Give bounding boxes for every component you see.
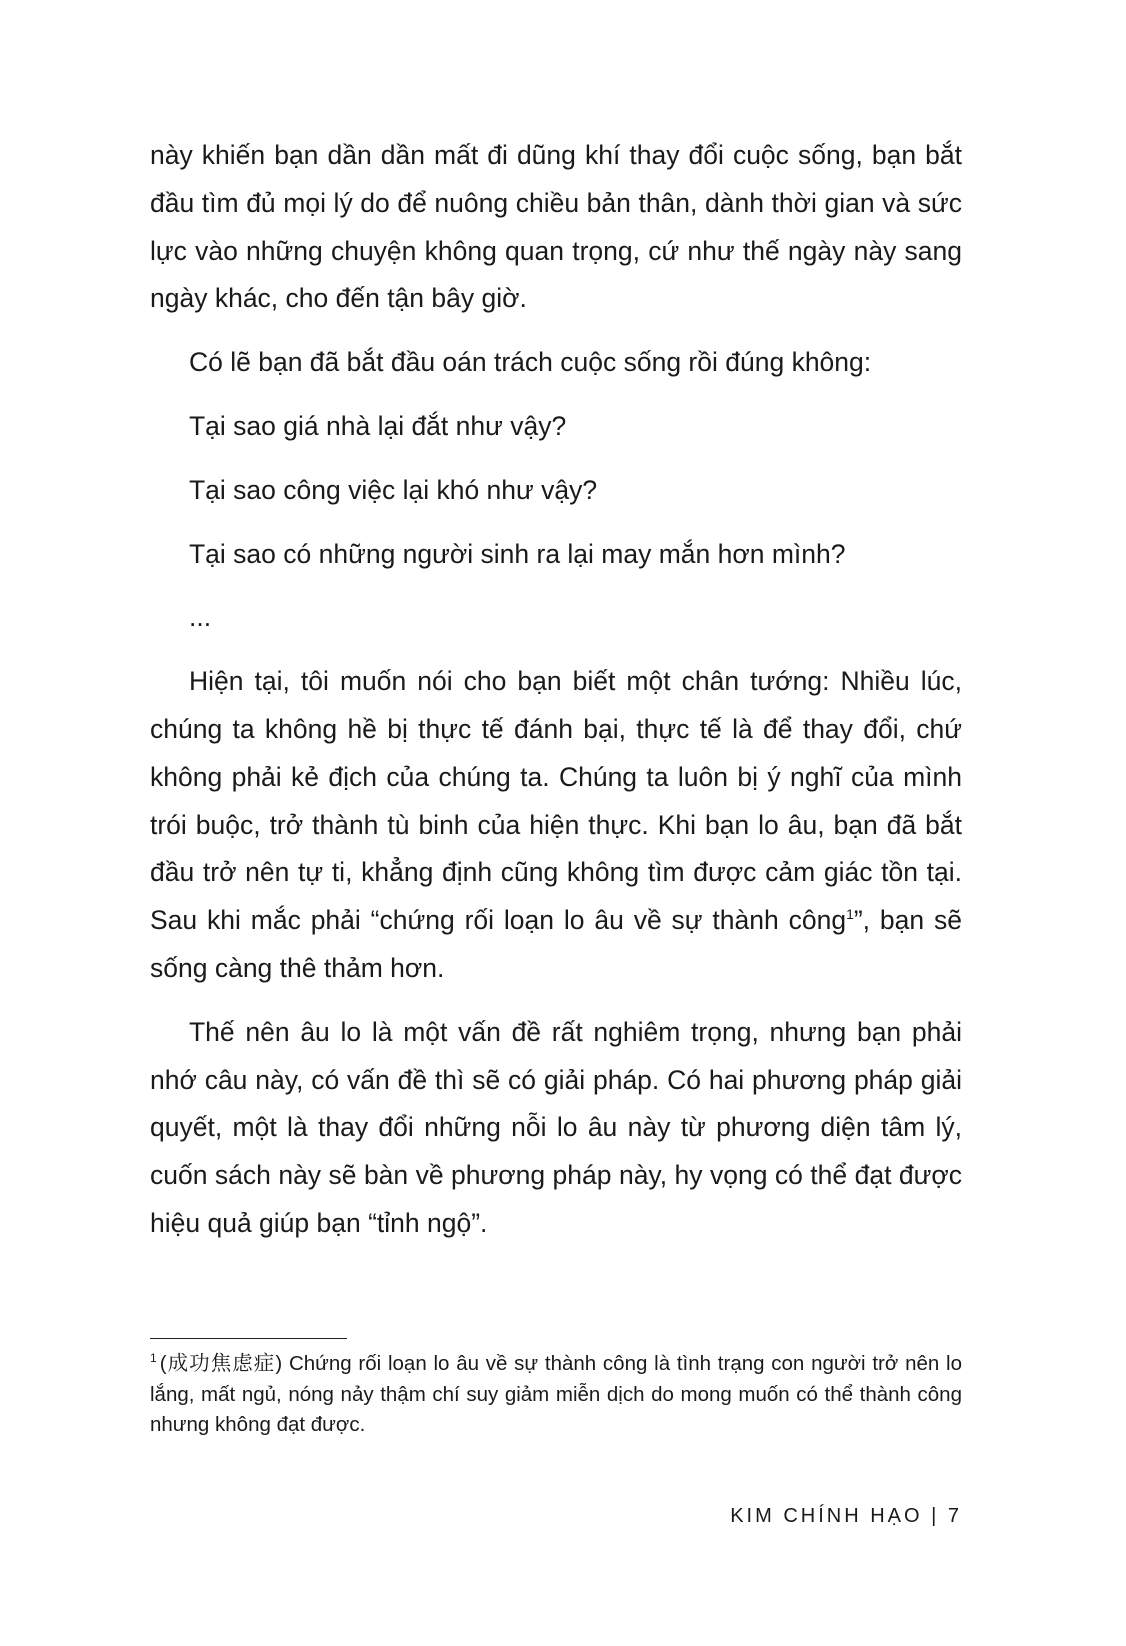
footnote-number: 1 bbox=[150, 1351, 157, 1365]
footer-separator: | bbox=[931, 1505, 940, 1527]
question-line-2: Tại sao công việc lại khó như vậy? bbox=[189, 474, 598, 505]
footnote-reference: 1 bbox=[846, 906, 854, 923]
paragraph-solution: Thế nên âu lo là một vấn đề rất nghiêm trọng, nhưng bạn phải nhớ câu này, có vấn đề thì sẽ có giải pháp. Có hai phương pháp giải quyết, một là thay đổi những nỗi lo âu này từ phương diện tâm lý, cuốn sách này sẽ bàn về phương pháp này, hy vọng có thể đạt được hiệu quả giúp bạn “tỉnh ngộ”. bbox=[150, 1016, 962, 1238]
paragraph-truth-tail: ”, bạn sẽ sống càng thê thảm hơn. bbox=[150, 905, 962, 983]
footnote-text bbox=[150, 1349, 962, 1441]
page-number: 7 bbox=[947, 1505, 962, 1527]
paragraph-truth bbox=[150, 658, 962, 993]
question-line-1: Tại sao giá nhà lại đắt như vậy? bbox=[189, 410, 567, 441]
paragraph-truth-text: Hiện tại, tôi muốn nói cho bạn biết một chân tướng: Nhiều lúc, chúng ta không hề bị thực tế đánh bại, thực tế là để thay đổi, chứ không phải kẻ địch của chúng ta. Chúng ta luôn bị ý nghĩ của mình trói buộc, trở thành tù binh của hiện thực. Khi bạn lo âu, bạn đã bắt đầu trở nên tự ti, khẳng định cũng không tìm được cảm giác tồn tại. Sau khi mắc phải “chứng rối loạn lo âu về sự thành công bbox=[150, 666, 962, 936]
footer-author: KIM CHÍNH HẠO bbox=[730, 1505, 923, 1527]
footnote-body: (成功焦虑症) Chứng rối loạn lo âu về sự thành công là tình trạng con người trở nên lo lắng, mất ngủ, nóng nảy thậm chí suy giảm miễn dịch do mong muốn có thể thành công nhưng không đạt được. bbox=[150, 1352, 962, 1436]
paragraph-question-intro: Có lẽ bạn đã bắt đầu oán trách cuộc sống rồi đúng không: bbox=[189, 347, 872, 378]
ellipsis-line: ... bbox=[189, 602, 212, 633]
question-line-3: Tại sao có những người sinh ra lại may mắn hơn mình? bbox=[189, 538, 846, 569]
footnote-divider bbox=[150, 1338, 347, 1339]
running-footer bbox=[730, 1505, 962, 1528]
footnote-section bbox=[150, 1338, 962, 1441]
paragraph-continuation: này khiến bạn dần dần mất đi dũng khí thay đổi cuộc sống, bạn bắt đầu tìm đủ mọi lý do để nuông chiều bản thân, dành thời gian và sức lực vào những chuyện không quan trọng, cứ như thế ngày này sang ngày khác, cho đến tận bây giờ. bbox=[150, 140, 962, 314]
page-body bbox=[150, 132, 962, 1248]
